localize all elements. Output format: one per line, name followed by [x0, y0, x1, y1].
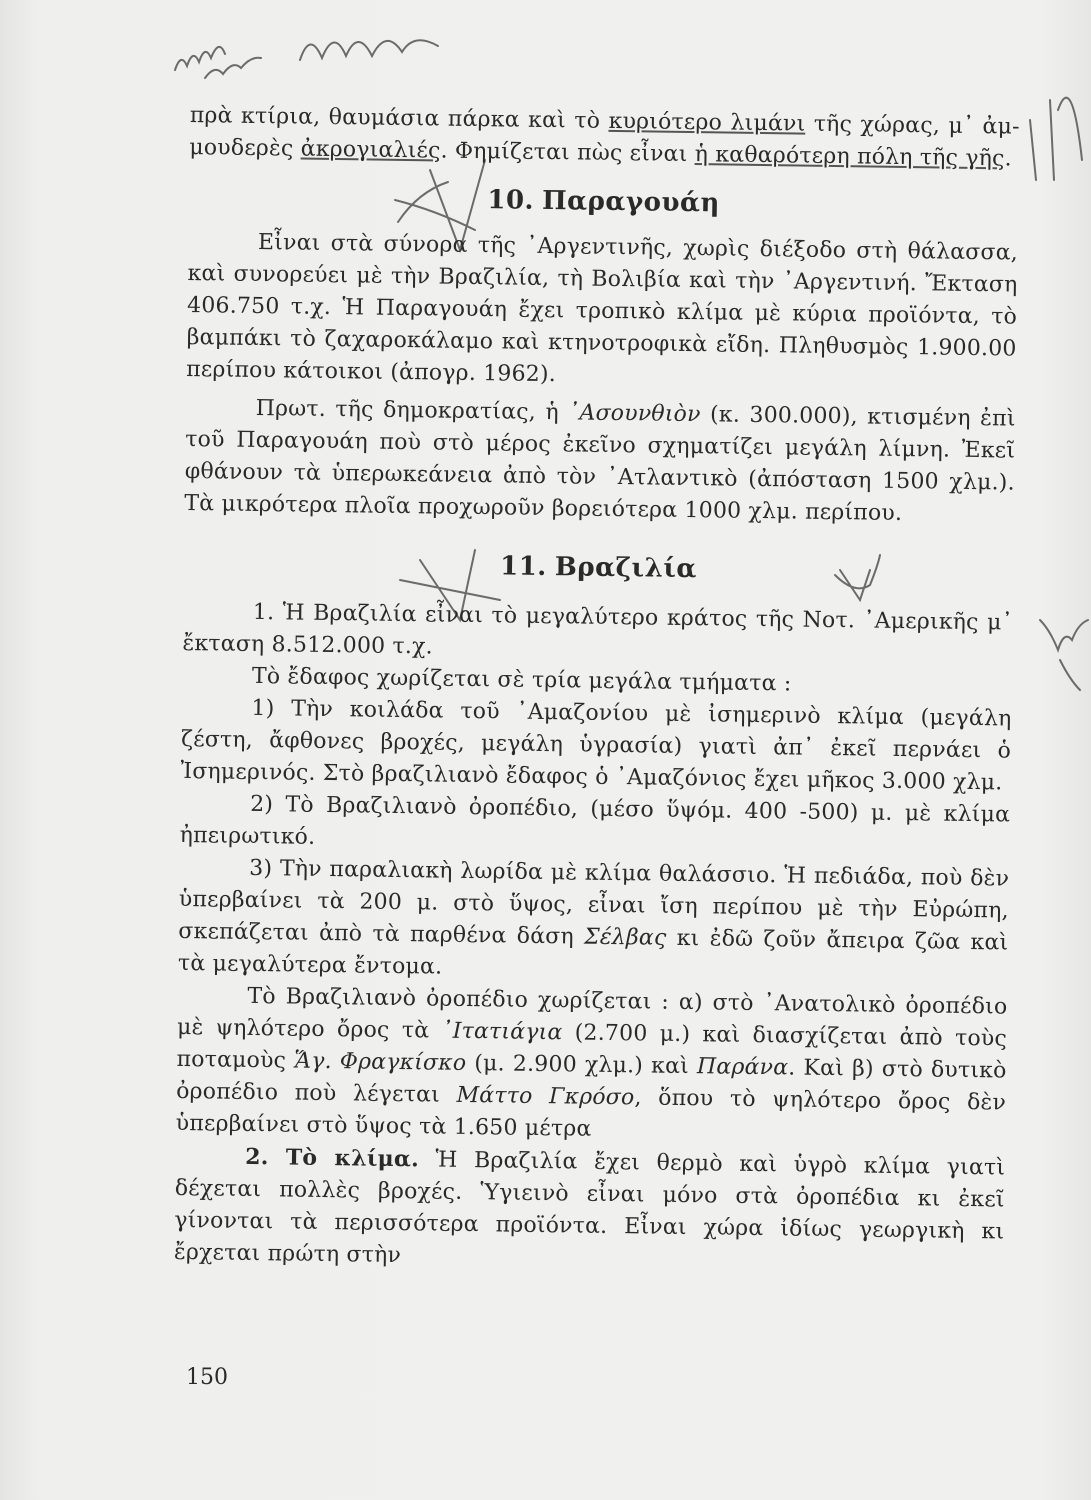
brazil-climate-paragraph: 2. Τὸ κλίμα. Ἡ Βραζιλία ἔχει θερμὸ καὶ ὑγρὸ κλίμα γιατὶ δέχεται πολλὲς βροχές. Ὑγιεινὸ εἶναι μόνο στὰ ὀροπέδια κι ἐκεῖ γίνονται τὰ περισσότερα προϊόντα. Εἶναι χώρα ἰδίως γεωργικὴ κι ἔρχεται πρώτη στὴν — [173, 1143, 1006, 1269]
section-heading-paraguay: 10. Παραγουάη — [487, 185, 721, 219]
brazil-paragraph-4: 2) Τὸ Βραζιλιανὸ ὀροπέδιο, (μέσο ὕψόμ. 400 -500) μ. μὲ κλίμα ἠπειρωτικό. — [179, 791, 1011, 850]
paraguay-paragraph-2: Πρωτ. τῆς δημοκρατίας, ἡ ᾿Ασουνθιὸν (κ. 300.000), κτισμένη ἐπὶ τοῦ Παραγουάη ποὺ στὸ μέρος ἐκεῖνο σχηματίζει μεγάλη λίμνη. Ἐκεῖ φθάνουν τὰ ὑπερωκεάνεια ἀπὸ τὸν ᾿Ατλαντικὸ (ἀπόσταση 1500 χλμ.). Τὰ μικρότερα πλοῖα προχωροῦν βορειότερα 1000 χλμ. περίπου. — [184, 395, 1016, 526]
brazil-paragraph-6: Τὸ Βραζιλιανὸ ὀροπέδιο χωρίζεται : α) στὸ ᾿Ανατολικὸ ὀροπέδιο μὲ ψηλότερο ὄρος τὰ ᾿Ιτατιάγια (2.700 μ.) καὶ διασχίζεται ἀπὸ τοὺς ποταμοὺς Ἅγ. Φραγκίσκο (μ. 2.900 χλμ.) καὶ Παράνα. Καὶ β) στὸ δυτικὸ ὀροπέδιο ποὺ λέγεται Μάττο Γκρόσο, ὅπου τὸ ψηλότερο ὄρος δὲν ὑπερβαίνει στὸ ὕψος τὰ 1.650 μέτρα — [175, 983, 1008, 1142]
intro-paragraph: πρὰ κτίρια, θαυμάσια πάρκα καὶ τὸ κυριότερο λιμάνι τῆς χώρας, μ᾽ ἀμ-μουδερὲς ἀκρογιαλιές. Φημίζεται πὼς εἶναι ἡ καθαρότερη πόλη τῆς γῆς. — [189, 102, 1020, 172]
paraguay-paragraph-1: Εἶναι στὰ σύνορα τῆς ᾿Αργεντινῆς, χωρὶς διέξοδο στὴ θάλασσα, καὶ συνορεύει μὲ τὴν Βραζιλία, τὴ Βολιβία καὶ τὴν ᾿Αργεντινή. Ἔκταση 406.750 τ.χ. Ἡ Παραγουάη ἔχει τροπικὸ κλίμα μὲ κύρια προϊόντα, τὸ βαμπάκι τὸ ζαχαροκάλαμο καὶ κτηνοτροφικὰ εἴδη. Πληθυσμὸς 1.900.00 περίπου κάτοικοι (ἀπογρ. 1962). — [186, 229, 1019, 388]
brazil-paragraph-3: 1) Τὴν κοιλάδα τοῦ ᾿Αμαζονίου μὲ ἰσημερινὸ κλίμα (μεγάλη ζέστη, ἄφθονες βροχές, μεγάλη ὑγρασία) γιατὶ ἀπ᾽ ἐκεῖ περνάει ὁ Ἰσημερινός. Στὸ βραζιλιανὸ ἔδαφος ὁ ᾿Αμαζόνιος ἔχει μῆκος 3.000 χλμ. — [180, 695, 1012, 796]
page-number: 150 — [186, 1365, 228, 1390]
brazil-paragraph-2: Τὸ ἔδαφος χωρίζεται σὲ τρία μεγάλα τμήματα : — [251, 663, 792, 697]
brazil-paragraph-5: 3) Τὴν παραλιακὴ λωρίδα μὲ κλίμα θαλάσσιο. Ἡ πεδιάδα, ποὺ δὲν ὑπερβαίνει τὰ 200 μ. στὸ ὕψος, εἶναι ἴση περίπου μὲ τὴν Εὐρώπη, σκεπάζεται ἀπὸ τὰ παρθένα δάση Σέλβας κι ἐδῶ ζοῦν ἄπειρα ζῶα καὶ τὰ μεγαλύτερα ἔντομα. — [177, 855, 1010, 980]
page-text — [174, 100, 1020, 1280]
brazil-paragraph-1: 1. Ἡ Βραζιλία εἶναι τὸ μεγαλύτερο κράτος τῆς Νοτ. ᾿Αμερικῆς μ᾽ ἔκταση 8.512.000 τ.χ. — [182, 599, 1013, 660]
section-heading-brazil: 11. Βραζιλία — [499, 551, 698, 585]
